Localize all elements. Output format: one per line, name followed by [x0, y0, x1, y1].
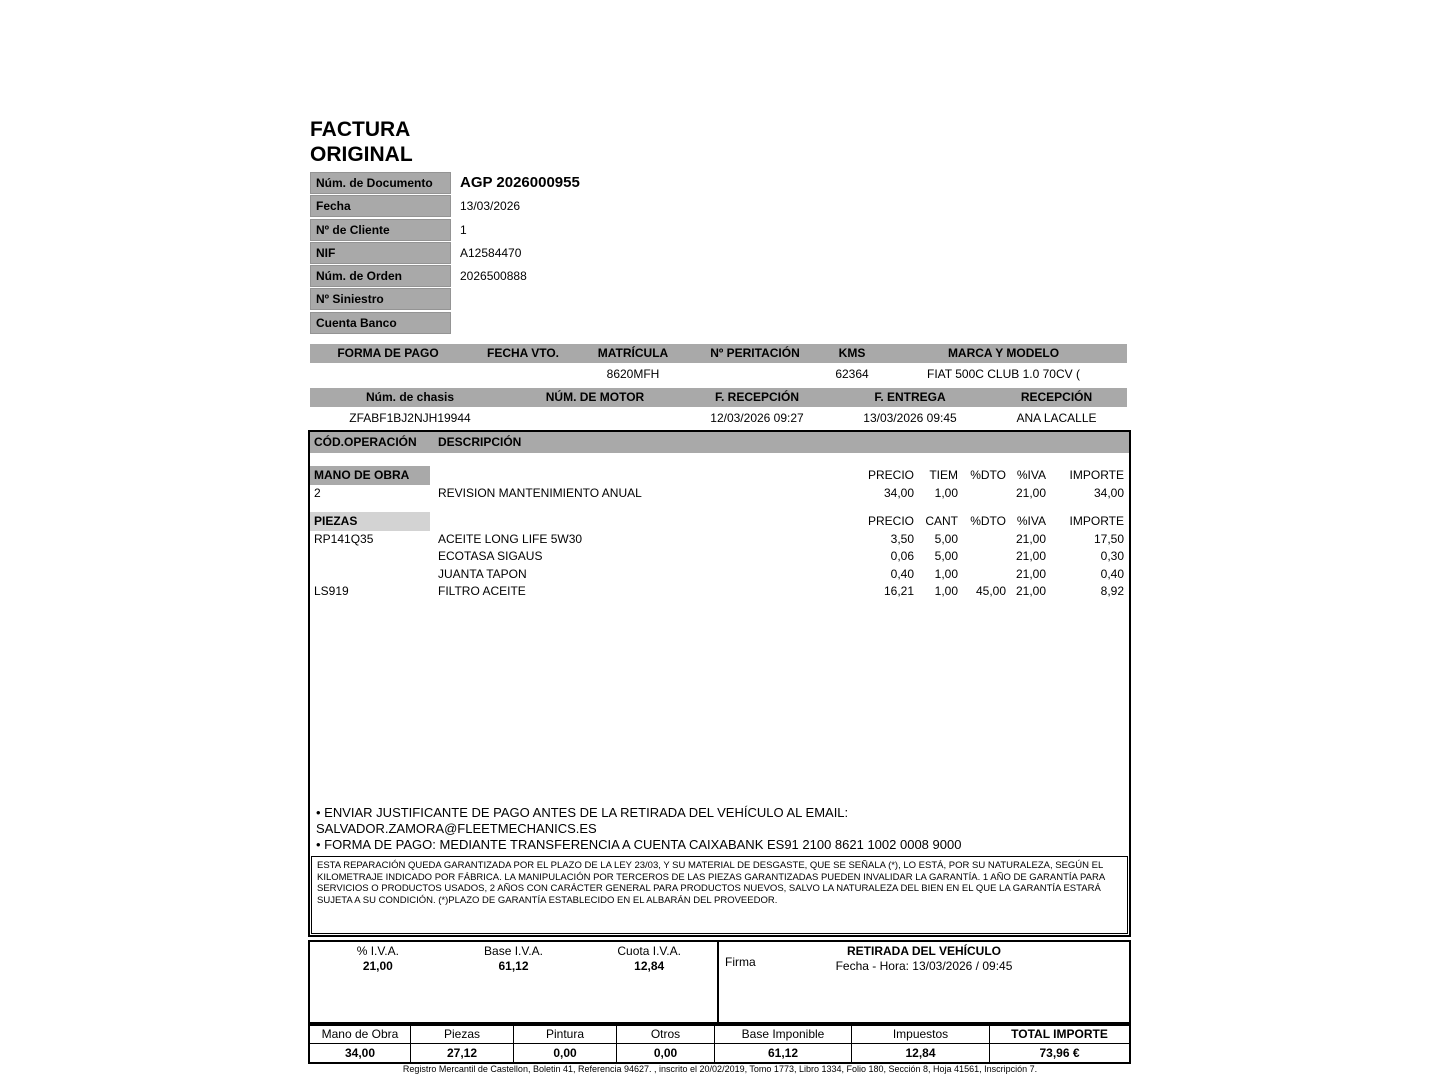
payment-notes — [310, 805, 1129, 856]
doc-info-value: 1 — [460, 222, 467, 237]
labor-col-iva: %IVA — [1016, 468, 1046, 482]
doc-info-label: Núm. de Orden — [310, 265, 451, 287]
marca-modelo-value: FIAT 500C CLUB 1.0 70CV ( — [927, 367, 1080, 381]
labor-row-importe: 34,00 — [1093, 486, 1124, 501]
total-pintura: 0,00 — [514, 1044, 617, 1062]
doc-info-label: NIF — [310, 242, 451, 264]
col-recepcion-persona: RECEPCIÓN — [1020, 390, 1093, 404]
iva-summary-box — [308, 940, 1131, 1024]
vehicle-info-table-2 — [310, 388, 1127, 428]
totals-col-base-imponible: Base Imponible — [715, 1026, 852, 1044]
doc-info-row-nif — [310, 242, 830, 264]
parts-row-precio: 16,21 — [883, 584, 914, 599]
doc-info-value — [451, 288, 460, 310]
iva-summary-left — [310, 942, 717, 1022]
operations-detail-box — [308, 430, 1131, 937]
motor-value — [510, 408, 680, 428]
doc-info-row-siniestro — [310, 288, 830, 310]
parts-row-iva: 21,00 — [1015, 566, 1046, 581]
firma-label: Firma — [725, 955, 756, 969]
vehicle-table2-header — [310, 388, 1127, 407]
parts-row-cod: LS919 — [314, 584, 349, 599]
doc-info-label: Nº de Cliente — [310, 219, 451, 241]
col-descripcion: DESCRIPCIÓN — [438, 435, 522, 449]
invoice-title-line2: ORIGINAL — [310, 143, 413, 166]
matricula-value: 8620MFH — [606, 367, 660, 381]
parts-row-iva: 21,00 — [1015, 584, 1046, 599]
parts-section-title: PIEZAS — [310, 512, 430, 531]
parts-row-precio: 3,50 — [890, 531, 914, 546]
totals-col-otros: Otros — [617, 1026, 715, 1044]
parts-row-importe: 0,40 — [1100, 566, 1124, 581]
kms-value: 62364 — [835, 367, 869, 381]
doc-info-row-cliente — [310, 219, 830, 241]
parts-row-dto: 45,00 — [975, 584, 1006, 599]
chasis-value: ZFABF1BJ2NJH19944 — [349, 411, 471, 425]
retirada-section — [717, 942, 1129, 1022]
invoice-title-line1: FACTURA — [310, 118, 411, 141]
warranty-legal-text: ESTA REPARACIÓN QUEDA GARANTIZADA POR EL PLAZO DE LA LEY 23/03, Y SU MATERIAL DE DESGASTE, QUE SE SEÑALA (*), LO ESTÁ, POR SU NATURALEZA, SEGÚN EL KILOMETRAJE INDICADO POR FÁBRICA. LA MANIPULACIÓN POR TERCEROS DE LAS PIEZAS GARANTIZADAS PUEDEN INVALIDAR LA GARANTÍA. 1 AÑO DE GARANTÍA PARA SERVICIOS O PRODUCTOS USADOS, 2 AÑOS CON CARÁCTER GENERAL PARA PRODUCTOS NUEVOS, SALVO LA NATURALEZA DEL BIEN EN EL QUE LA GARANTÍA ESTARÁ SUJETA A SU CONDICIÓN. (*)PLAZO DE GARANTÍA ESTABLECIDO EN EL ALBARÁN DEL PROVEEDOR. — [311, 856, 1128, 934]
total-piezas: 27,12 — [411, 1044, 514, 1062]
document-info-table — [310, 172, 830, 335]
parts-row — [310, 531, 1129, 549]
iva-base-label: Base I.V.A. — [484, 944, 543, 958]
entrega-value: 13/03/2026 09:45 — [863, 411, 957, 425]
parts-row-cod: RP141Q35 — [314, 531, 374, 546]
parts-row-cant: 1,00 — [934, 584, 958, 599]
detail-body — [310, 453, 1129, 805]
totals-col-pintura: Pintura — [514, 1026, 617, 1044]
parts-row-iva: 21,00 — [1015, 531, 1046, 546]
col-forma-de-pago: FORMA DE PAGO — [337, 346, 439, 360]
iva-cuota-label: Cuota I.V.A. — [617, 944, 681, 958]
labor-row-precio: 34,00 — [883, 486, 914, 501]
parts-row-desc: JUANTA TAPON — [438, 566, 527, 581]
parts-row-desc: ECOTASA SIGAUS — [438, 549, 543, 564]
parts-row-cant: 5,00 — [934, 531, 958, 546]
parts-row-precio: 0,40 — [890, 566, 914, 581]
labor-col-importe: IMPORTE — [1069, 468, 1124, 482]
labor-row-tiem: 1,00 — [934, 486, 958, 501]
totals-values-row — [310, 1044, 1129, 1062]
parts-col-importe: IMPORTE — [1069, 513, 1124, 528]
parts-col-iva: %IVA — [1016, 513, 1046, 528]
recepcion-persona-value: ANA LACALLE — [1016, 411, 1097, 425]
labor-col-precio: PRECIO — [867, 468, 914, 482]
parts-col-dto: %DTO — [970, 513, 1006, 528]
labor-row-iva: 21,00 — [1015, 486, 1046, 501]
fecha-vto-value — [466, 364, 580, 384]
labor-section-title: MANO DE OBRA — [310, 466, 430, 485]
parts-row-importe: 8,92 — [1100, 584, 1124, 599]
doc-info-row-fecha — [310, 195, 830, 217]
total-importe: 73,96 € — [1039, 1046, 1080, 1060]
iva-cuota-value: 12,84 — [634, 959, 665, 973]
col-chasis: Núm. de chasis — [365, 390, 455, 404]
doc-info-label: Nº Siniestro — [310, 288, 451, 310]
totals-col-mano-obra: Mano de Obra — [310, 1026, 411, 1044]
vehicle-table2-values — [310, 408, 1127, 428]
parts-row-cant: 5,00 — [934, 549, 958, 564]
peritacion-value — [686, 364, 824, 384]
total-impuestos: 12,84 — [852, 1044, 990, 1062]
doc-info-row-documento — [310, 172, 830, 194]
col-motor: NÚM. DE MOTOR — [545, 390, 645, 404]
doc-info-row-orden — [310, 265, 830, 287]
doc-info-label: Fecha — [310, 195, 451, 217]
doc-info-value: A12584470 — [460, 245, 522, 260]
retirada-title: RETIRADA DEL VEHÍCULO — [846, 944, 1001, 958]
doc-info-value: 13/03/2026 — [460, 199, 521, 214]
iva-percent-label: % I.V.A. — [356, 944, 399, 958]
totals-col-impuestos: Impuestos — [852, 1026, 990, 1044]
doc-info-value — [451, 312, 460, 334]
doc-info-row-banco — [310, 312, 830, 334]
doc-info-label: Núm. de Documento — [310, 172, 451, 194]
iva-percent-value: 21,00 — [362, 959, 393, 973]
invoice-title — [310, 117, 413, 167]
forma-de-pago-value — [310, 364, 466, 384]
parts-row — [310, 583, 1129, 601]
parts-row-importe: 0,30 — [1100, 549, 1124, 564]
col-peritacion: Nº PERITACIÓN — [710, 346, 800, 360]
vehicle-table1-header — [310, 344, 1127, 363]
col-entrega: F. ENTREGA — [874, 390, 946, 404]
col-cod-operacion: CÓD.OPERACIÓN — [314, 435, 417, 449]
iva-cuota-col — [581, 945, 717, 1022]
parts-row-desc: FILTRO ACEITE — [438, 584, 526, 599]
totals-col-total-importe: TOTAL IMPORTE — [990, 1026, 1129, 1044]
recepcion-fecha-value: 12/03/2026 09:27 — [710, 411, 804, 425]
labor-row-desc: REVISION MANTENIMIENTO ANUAL — [438, 486, 642, 501]
registry-footer-text: Registro Mercantil de Castellon, Boletin 41, Referencia 94627. , inscrito el 20/02/2019, Tomo 1773, Libro 1334, Folio 180, Sección 8, Hoja 41561, Inscripción 7. — [402, 1064, 1038, 1074]
parts-row-precio: 0,06 — [890, 549, 914, 564]
labor-row-cod: 2 — [314, 486, 321, 501]
doc-info-label: Cuenta Banco — [310, 312, 451, 334]
parts-section-header — [310, 512, 1129, 531]
doc-info-value: 2026500888 — [460, 269, 527, 284]
retirada-datetime: Fecha - Hora: 13/03/2026 / 09:45 — [835, 959, 1013, 973]
labor-section-header — [310, 466, 1129, 485]
parts-col-cant: CANT — [925, 513, 958, 528]
totals-header-row — [310, 1026, 1129, 1044]
labor-col-dto: %DTO — [970, 468, 1006, 482]
parts-row-iva: 21,00 — [1015, 549, 1046, 564]
iva-base-value: 61,12 — [498, 959, 529, 973]
parts-row-desc: ACEITE LONG LIFE 5W30 — [438, 531, 583, 546]
labor-col-tiem: TIEM — [929, 468, 958, 482]
total-mano-obra: 34,00 — [310, 1044, 411, 1062]
totals-table — [308, 1024, 1131, 1064]
col-recepcion-fecha: F. RECEPCIÓN — [714, 390, 799, 404]
payment-note-email: • ENVIAR JUSTIFICANTE DE PAGO ANTES DE LA RETIRADA DEL VEHÍCULO AL EMAIL: SALVADOR.ZAMORA@FLEETMECHANICS.ES — [316, 805, 849, 836]
doc-info-value: AGP 2026000955 — [460, 174, 580, 191]
parts-col-precio: PRECIO — [867, 513, 914, 528]
parts-row-importe: 17,50 — [1093, 531, 1124, 546]
vehicle-table1-values — [310, 364, 1127, 384]
payment-note-transfer: • FORMA DE PAGO: MEDIANTE TRANSFERENCIA A CUENTA CAIXABANK ES91 2100 8621 1002 0008 9000 — [316, 837, 962, 852]
total-base-imponible: 61,12 — [715, 1044, 852, 1062]
col-fecha-vto: FECHA VTO. — [486, 346, 559, 360]
parts-row-cant: 1,00 — [934, 566, 958, 581]
col-kms: KMS — [838, 346, 866, 360]
total-otros: 0,00 — [617, 1044, 715, 1062]
col-matricula: MATRÍCULA — [597, 346, 669, 360]
parts-row — [310, 548, 1129, 566]
detail-header-band — [310, 432, 1129, 453]
labor-row — [310, 485, 1129, 503]
vehicle-info-table-1 — [310, 344, 1127, 384]
col-marca-modelo: MARCA Y MODELO — [947, 346, 1060, 360]
parts-row — [310, 566, 1129, 584]
iva-percent-col — [310, 945, 446, 1022]
totals-col-piezas: Piezas — [411, 1026, 514, 1044]
iva-base-col — [446, 945, 582, 1022]
